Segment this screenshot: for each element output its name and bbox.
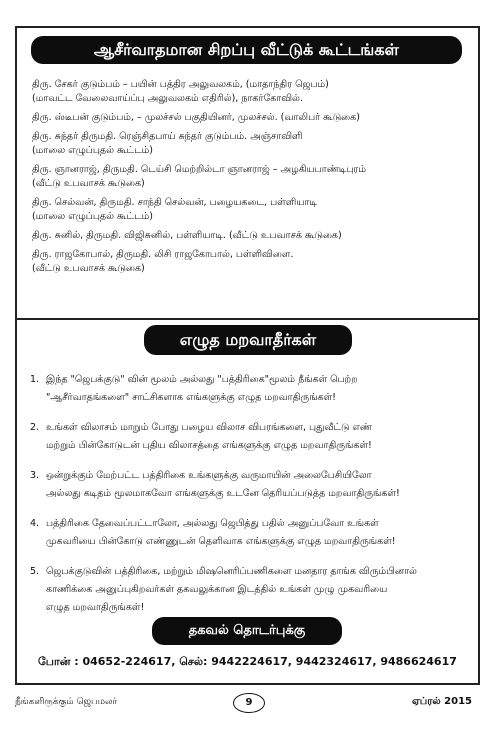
- reminder-item: [28, 467, 472, 503]
- family-entry-line: திரு. ஸ்டீபன் குடும்பம், – முலச்சல் பகுதியினர், முலச்சல். (வாலிபர் கூடுகை): [32, 112, 360, 123]
- reminder-text: உங்கள் விலாசம் மாறும் போது பழைய விலாச விபரங்களை, புதுவீட்டு எண்: [46, 422, 372, 433]
- family-entry: [32, 111, 468, 125]
- reminder-item: [28, 419, 472, 455]
- family-entry-note: (மாலை எழுப்புதல் கூட்டம்): [32, 145, 154, 156]
- magazine-name: நீங்களிருக்கும் ஜெபமலர்: [15, 697, 118, 707]
- reminder-number: 3.: [30, 470, 40, 481]
- reminder-text: "ஆசீர்வாதங்களை" சாட்சிகளாக எங்களுக்கு எழுத மறவாதிருங்கள்!: [46, 392, 336, 403]
- reminder-item: [28, 515, 472, 551]
- contact-numbers: போன் : 04652-224617, செல்: 9442224617, 9442324617, 9486624617: [38, 655, 457, 668]
- reminder-text: ஜெபக்குடுவின் பத்திரிகை, மற்றும் மிஷனெரிப்பணிகளை மனதார தாங்க விரும்பினால்: [46, 566, 417, 577]
- family-entry-note: (வீட்டு உபவாசக் கூடுகை): [32, 263, 145, 274]
- contact-info-banner: தகவல் தொடர்புக்கு: [152, 617, 342, 645]
- reminder-text: முகவரியை பின்கோடு எண்ணுடன் தெளிவாக எங்களுக்கு எழுத மறவாதிருங்கள்!: [46, 536, 396, 547]
- family-entry-note: (மாலை எழுப்புதல் கூட்டம்): [32, 211, 154, 222]
- family-entry: [32, 248, 468, 276]
- reminder-text: ஒன்றுக்கும் மேற்பட்ட பத்திரிகை உங்களுக்கு வருமாயின் அலைபேசியிலோ: [46, 470, 372, 481]
- reminder-number: 5.: [30, 566, 40, 577]
- family-entry-line: திரு. சுனில், திருமதி. விஜிசுனில், பள்ளியாடி. (வீட்டு உபவாசக் கூடுகை): [32, 230, 342, 241]
- page-number: 9: [233, 693, 265, 713]
- issue-date: ஏப்ரல் 2015: [411, 696, 472, 707]
- section-divider: [15, 318, 480, 320]
- family-entry-note: (வீட்டு உபவாசக் கூடுகை): [32, 178, 145, 189]
- family-meetings-list: [32, 78, 468, 281]
- reminder-text: காணிக்கை அனுப்புகிறவர்கள் தகவலுக்கான இடத்தில் உங்கள் முழு முகவரியை: [46, 584, 388, 595]
- family-entry-note: (மாவட்ட வேலைவாய்ப்பு அலுவலகம் எதிரில்), நாகர்கோவில்.: [32, 93, 303, 104]
- family-entry: [32, 78, 468, 106]
- reminders-list: [28, 371, 472, 629]
- family-entry-line: திரு. சுந்தர் திருமதி. ரெஞ்சிதபாய் சுந்தர் குடும்பம். அஞ்சாவிளி: [32, 131, 303, 142]
- family-entry-line: திரு. ராஜகோபால், திருமதி. லிசி ராஜகோபால், பள்ளிவிளை.: [32, 249, 294, 260]
- family-entry: [32, 130, 468, 158]
- family-entry: [32, 229, 468, 243]
- reminder-text: அல்லது கடிதம் மூலமாகவோ எங்களுக்கு உடனே தெரியப்படுத்த மறவாதிருங்கள்!: [46, 488, 400, 499]
- family-entry: [32, 196, 468, 224]
- reminder-item: [28, 563, 472, 617]
- family-entry-line: திரு. ஞானராஜ், திருமதி. டெய்சி மெற்றில்டா ஞானராஜ் – அழகியபாண்டிபுரம்: [32, 164, 366, 175]
- reminder-text: பத்திரிகை தேவைப்பட்டாலோ, அல்லது ஜெபித்து பதில் அனுப்பவோ உங்கள்: [46, 518, 379, 529]
- reminder-item: [28, 371, 472, 407]
- family-entry-line: திரு. செல்வன், திருமதி. சாந்தி செல்வன், பழையகடை, பள்ளியாடி: [32, 197, 317, 208]
- reminder-number: 4.: [30, 518, 40, 529]
- reminder-text: இந்த "ஜெபக்குடு" வின் மூலம் அல்லது "பத்திரிகை"மூலம் நீங்கள் பெற்ற: [46, 374, 358, 385]
- reminder-text: மற்றும் பின்கோடுடன் புதிய விலாசத்தை எங்களுக்கு எழுத மறவாதிருங்கள்!: [46, 440, 372, 451]
- family-entry-line: திரு. சேகர் குடும்பம் – பயின் பத்திர அலுவலகம், (மாதாந்திர ஜெபம்): [32, 79, 329, 90]
- reminder-number: 2.: [30, 422, 40, 433]
- do-not-forget-banner: எழுத மறவாதீர்கள்: [144, 325, 352, 355]
- page-footer: [15, 693, 480, 713]
- reminder-text: எழுத மறவாதிருங்கள்!: [46, 602, 145, 613]
- family-entry: [32, 163, 468, 191]
- blessed-meetings-banner: ஆசீர்வாதமான சிறப்பு வீட்டுக் கூட்டங்கள்: [31, 36, 462, 64]
- reminder-number: 1.: [30, 374, 40, 385]
